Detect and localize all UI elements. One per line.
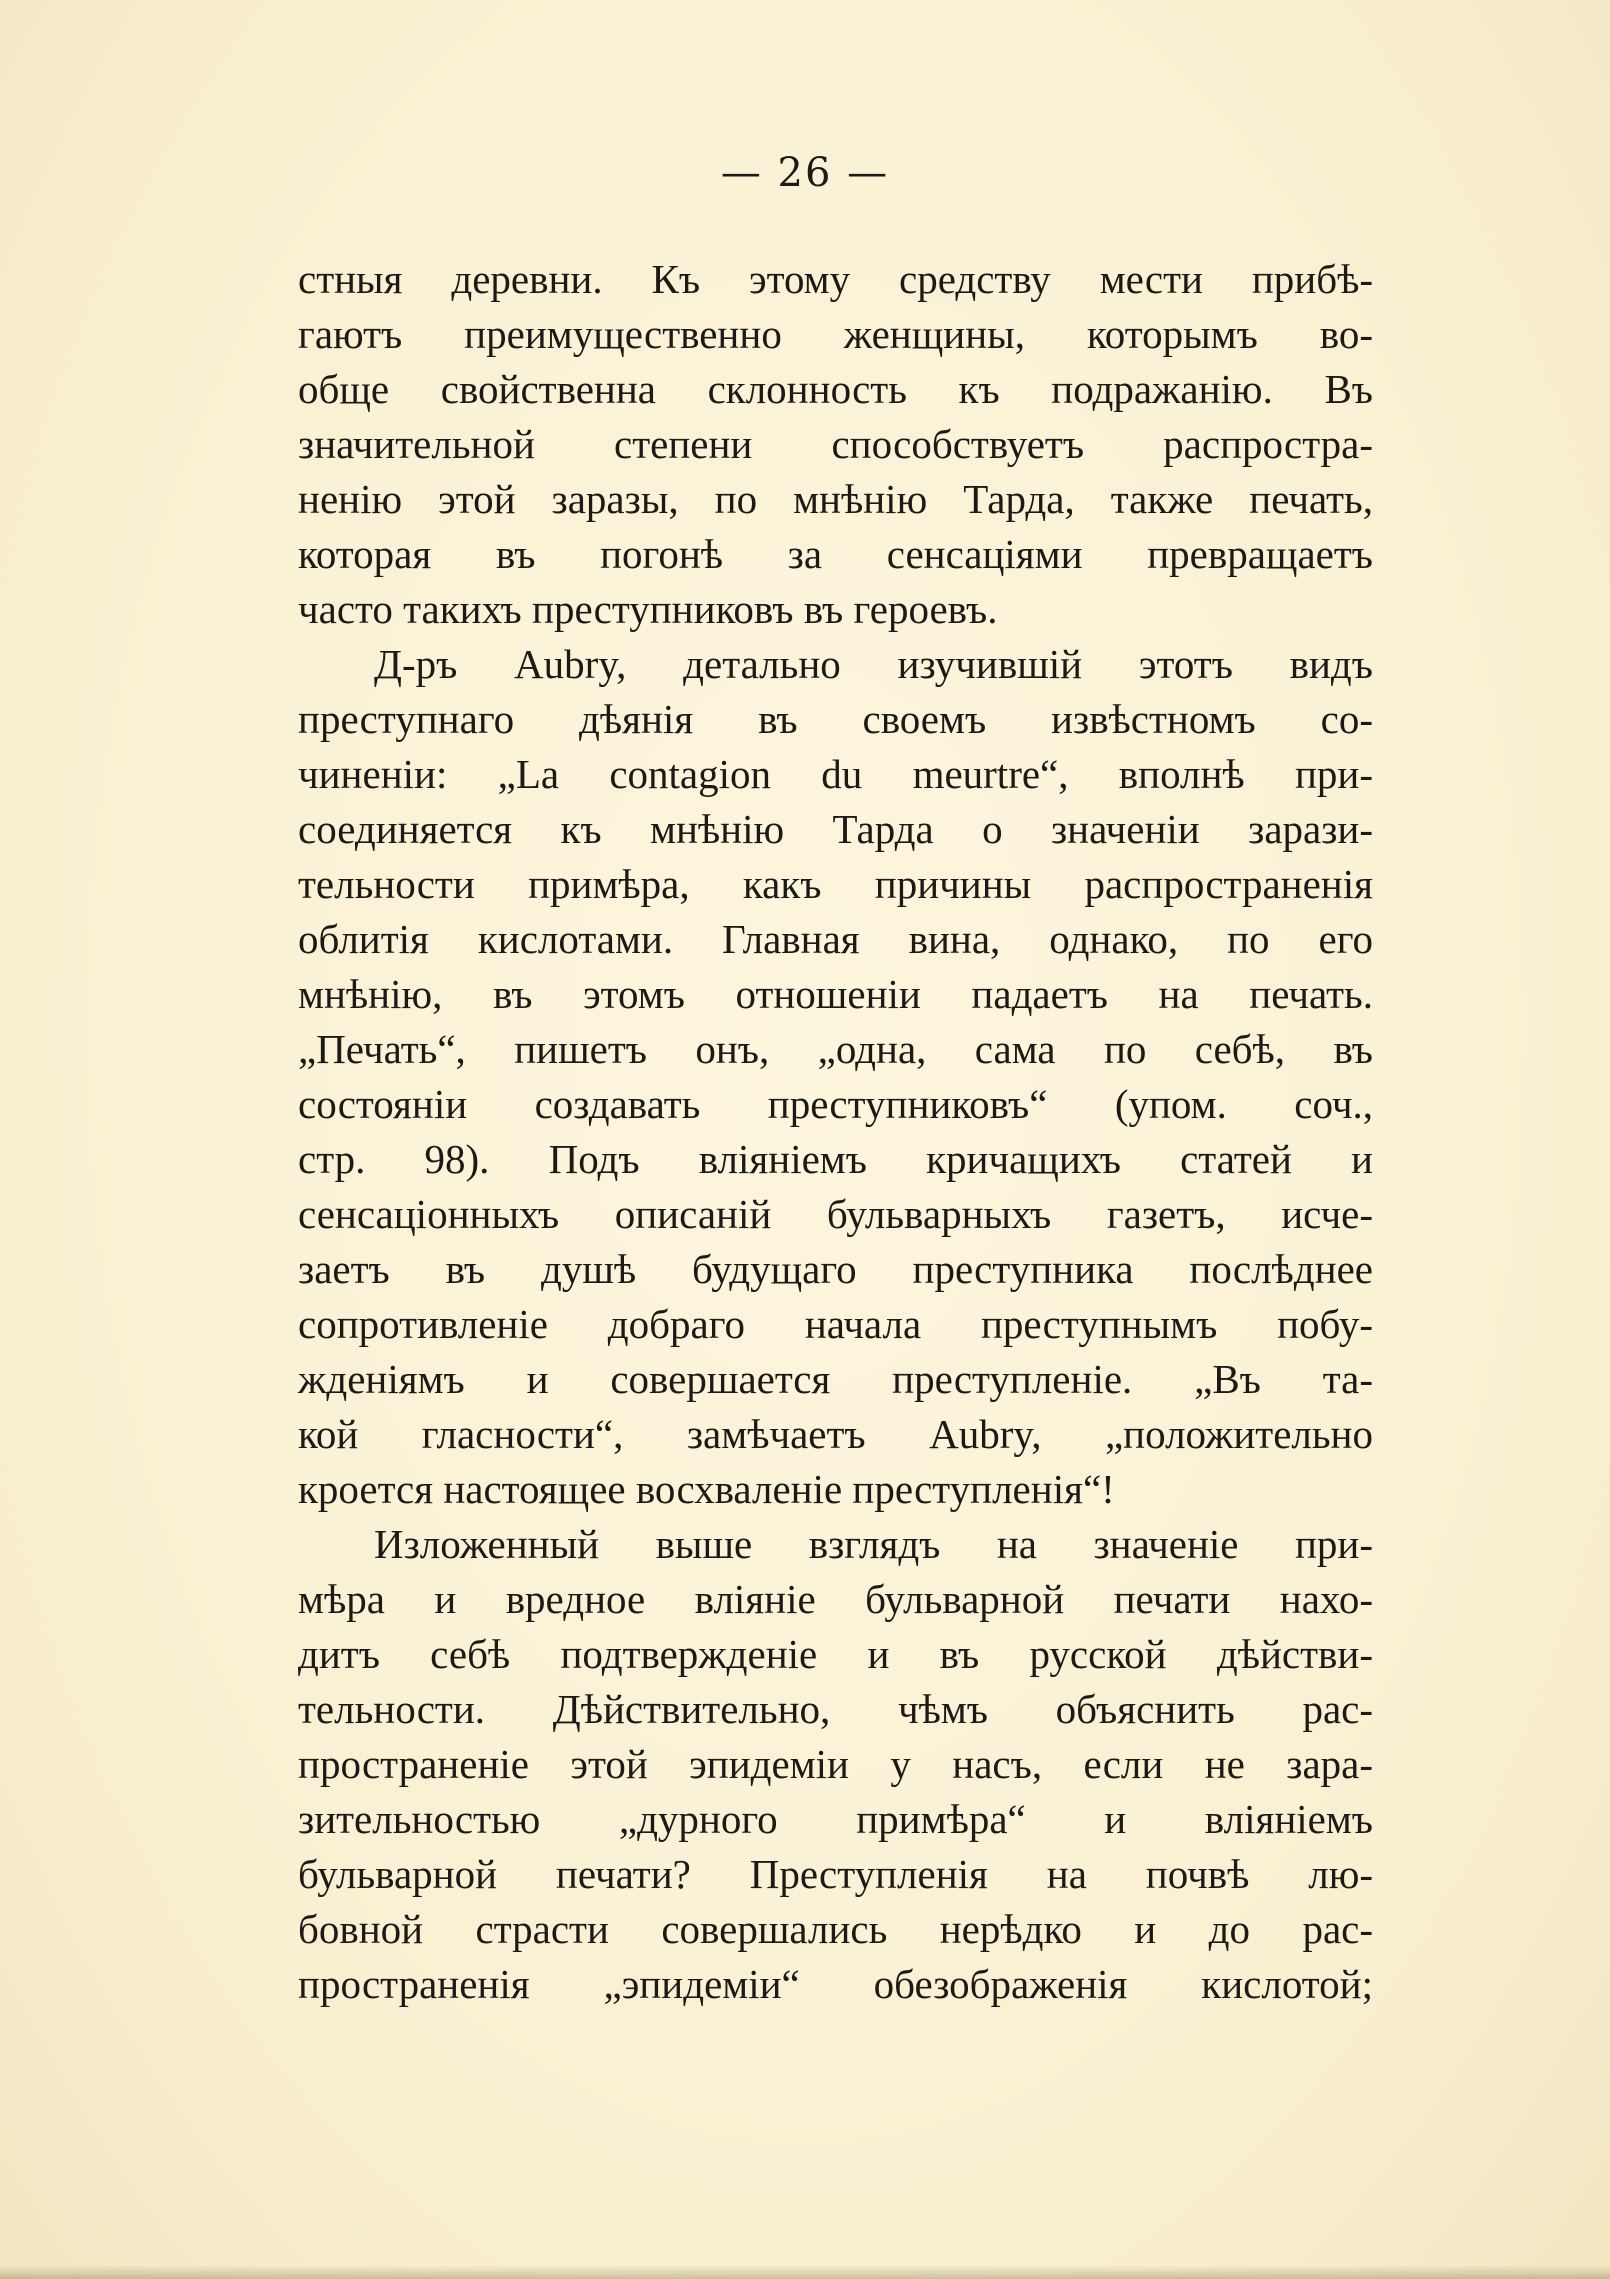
- text-line: пространеніе этой эпидеміи у насъ, если не зара-: [298, 1741, 1373, 1787]
- text-line: чиненіи: „La contagion du meurtre“, вполнѣ при-: [298, 751, 1373, 797]
- text-line: бовной страсти совершались нерѣдко и до рас-: [298, 1906, 1373, 1952]
- page-bottom-edge: [0, 2265, 1610, 2279]
- text-line: Изложенный выше взглядъ на значеніе при-: [374, 1521, 1373, 1567]
- paragraph-1: [298, 252, 1373, 637]
- text-line: зительностью „дурного примѣра“ и вліяніемъ: [298, 1796, 1373, 1842]
- text-line: стр. 98). Подъ вліяніемъ кричащихъ статей и: [298, 1136, 1373, 1182]
- text-line: обще свойственна склонность къ подражанію. Въ: [298, 366, 1373, 412]
- text-line: часто такихъ преступниковъ въ героевъ.: [298, 586, 998, 632]
- text-line: заетъ въ душѣ будущаго преступника послѣднее: [298, 1246, 1373, 1292]
- text-line: сенсаціонныхъ описаній бульварныхъ газетъ, исче-: [298, 1191, 1373, 1237]
- text-line: значительной степени способствуетъ распростра-: [298, 421, 1373, 467]
- text-line: Д-ръ Aubry, детально изучившій этотъ видъ: [374, 641, 1373, 687]
- text-line: пространенія „эпидеміи“ обезображенія кислотой;: [298, 1961, 1373, 2007]
- text-line: облитія кислотами. Главная вина, однако, по его: [298, 916, 1373, 962]
- text-line: сопротивленіе добраго начала преступнымъ побу-: [298, 1301, 1373, 1347]
- text-line: жденіямъ и совершается преступленіе. „Въ та-: [298, 1356, 1373, 1402]
- text-line: дитъ себѣ подтвержденіе и въ русской дѣйстви-: [298, 1631, 1373, 1677]
- text-line: тельности примѣра, какъ причины распространенія: [298, 861, 1373, 907]
- text-line: соединяется къ мнѣнію Тарда о значеніи зарази-: [298, 806, 1373, 852]
- text-line: мнѣнію, въ этомъ отношеніи падаетъ на печать.: [298, 971, 1373, 1017]
- text-line: тельности. Дѣйствительно, чѣмъ объяснить рас-: [298, 1686, 1373, 1732]
- text-line: бульварной печати? Преступленія на почвѣ лю-: [298, 1851, 1373, 1897]
- text-line: „Печать“, пишетъ онъ, „одна, сама по себѣ, въ: [298, 1026, 1373, 1072]
- paragraph-3: [298, 1517, 1373, 2012]
- body-text: [298, 252, 1373, 2012]
- text-line: мѣра и вредное вліяніе бульварной печати нахо-: [298, 1576, 1373, 1622]
- text-line: преступнаго дѣянія въ своемъ извѣстномъ со-: [298, 696, 1373, 742]
- text-line: которая въ погонѣ за сенсаціями превращаетъ: [298, 531, 1373, 577]
- paragraph-2: [298, 637, 1373, 1517]
- text-line: гаютъ преимущественно женщины, которымъ во-: [298, 311, 1373, 357]
- text-line: стныя деревни. Къ этому средству мести прибѣ-: [298, 256, 1373, 302]
- text-line: состояніи создавать преступниковъ“ (упом. соч.,: [298, 1081, 1373, 1127]
- text-line: ненію этой заразы, по мнѣнію Тарда, также печать,: [298, 476, 1373, 522]
- text-line: кой гласности“, замѣчаетъ Aubry, „положительно: [298, 1411, 1373, 1457]
- text-line: кроется настоящее восхваленіе преступленія“!: [298, 1466, 1115, 1512]
- page-number: — 26 —: [720, 150, 890, 196]
